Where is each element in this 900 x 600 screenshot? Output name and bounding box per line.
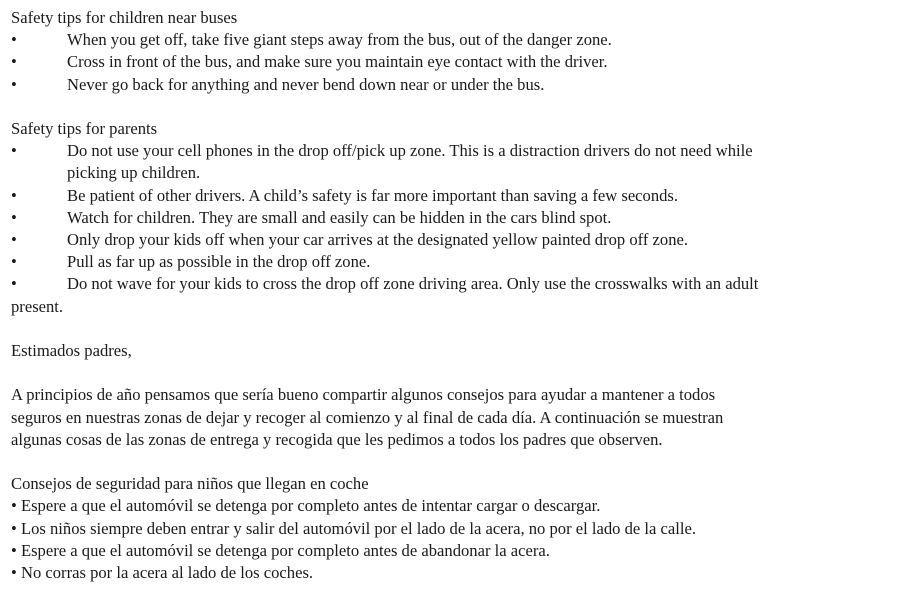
spacer [11,96,891,118]
list-item-text [67,140,891,184]
bullet-icon: • [11,30,17,50]
list-item-text: Be patient of other drivers. A child’s safety is far more important than saving a few seconds. [67,185,679,205]
list-item [11,140,891,184]
list-item-continuation: present. [11,296,64,316]
paragraph-line: algunas cosas de las zonas de entrega y recogida que les pedimos a todos los padres que observen. [11,429,663,449]
bullet-icon: • [11,274,17,294]
bullet-icon: • [11,230,17,250]
list-item-text: When you get off, take five giant steps away from the bus, out of the danger zone. [67,30,612,50]
list-item [11,51,891,73]
list-item-text: Do not wave for your kids to cross the drop off zone driving area. Only use the crosswalks with an adult [67,274,759,294]
list-item [11,185,891,207]
list-item [11,229,891,251]
spanish-letter [11,340,891,584]
list-item-text: Only drop your kids off when your car arrives at the designated yellow painted drop off zone. [67,230,689,250]
spacer [11,362,891,384]
spacer [11,318,891,340]
bullet-icon: • [11,52,17,72]
list-item-line: Do not use your cell phones in the drop off/pick up zone. This is a distraction drivers do not need while [67,141,753,161]
document-page [11,7,891,584]
list-item [11,29,891,51]
list-item-text: Cross in front of the bus, and make sure you maintain eye contact with the driver. [67,52,608,72]
list-item [11,273,891,295]
paragraph-line: seguros en nuestras zonas de dejar y recoger al comienzo y al final de cada día. A continuación se muestran [11,407,724,427]
list-item: • Espere a que el automóvil se detenga por completo antes de abandonar la acera. [11,540,550,560]
list-item [11,207,891,229]
list-item: • No corras por la acera al lado de los coches. [11,563,314,583]
parents-section [11,118,891,318]
bullet-icon: • [11,74,17,94]
spacer [11,451,891,473]
list-item-line: picking up children. [67,163,201,183]
list-item-text: Never go back for anything and never bend down near or under the bus. [67,74,545,94]
paragraph-line: A principios de año pensamos que sería bueno compartir algunos consejos para ayudar a mantener a todos [11,385,716,405]
bullet-icon: • [11,252,17,272]
section-title: Consejos de seguridad para niños que llegan en coche [11,474,369,494]
section-title: Safety tips for parents [11,119,158,138]
greeting: Estimados padres, [11,341,132,361]
section-title: Safety tips for children near buses [11,8,238,27]
list-item [11,251,891,273]
bullet-icon: • [11,185,17,205]
bullet-icon: • [11,207,17,227]
bullet-icon: • [11,141,17,161]
list-item: • Los niños siempre deben entrar y salir del automóvil por el lado de la acera, no por el lado de la calle. [11,518,696,538]
list-item [11,74,891,96]
list-item-text: Watch for children. They are small and easily can be hidden in the cars blind spot. [67,207,612,227]
list-item: • Espere a que el automóvil se detenga por completo antes de intentar cargar o descargar. [11,496,601,516]
list-item-text: Pull as far up as possible in the drop off zone. [67,252,371,272]
children-buses-section [11,7,891,96]
